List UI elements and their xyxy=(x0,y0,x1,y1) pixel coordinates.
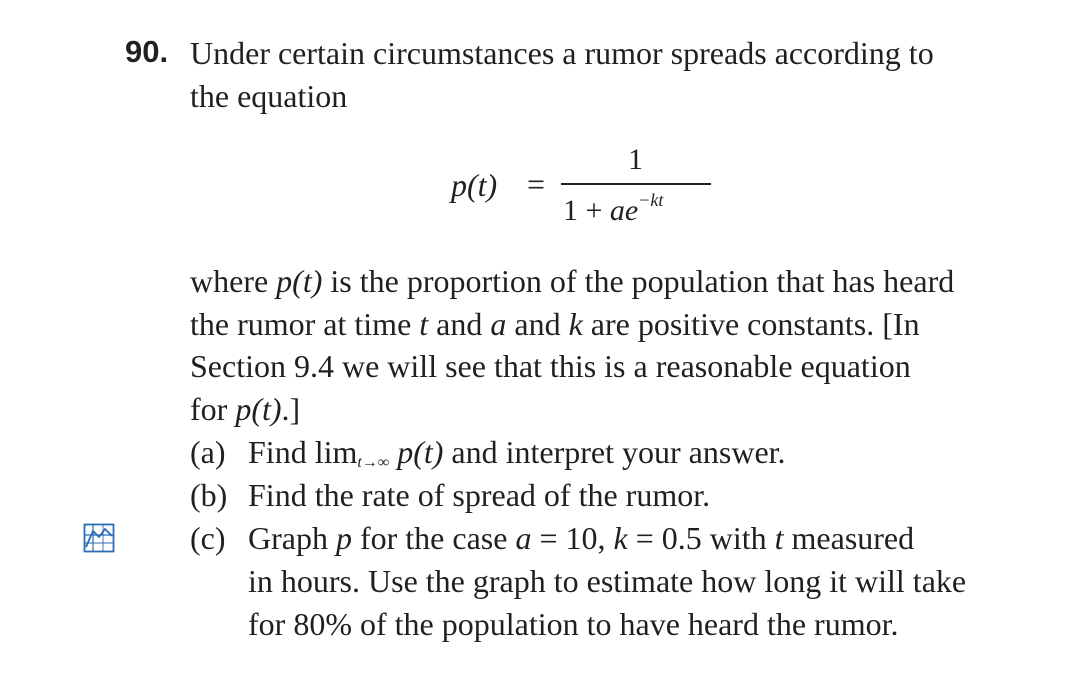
where2-k: k xyxy=(568,306,583,342)
where2-t: t xyxy=(419,306,429,342)
denominator-base: 1 + xyxy=(563,194,610,227)
where-line-4 xyxy=(190,393,300,425)
where4-text: for xyxy=(190,391,236,427)
part-c-text-2: in hours. Use the graph to estimate how long it will take xyxy=(248,563,967,599)
where4-rest: .] xyxy=(281,391,301,427)
fraction-numerator: 1 xyxy=(628,143,643,176)
where-line-2 xyxy=(190,308,920,340)
part-a-rest: and interpret your answer. xyxy=(443,434,786,470)
where2-and1: and xyxy=(428,306,491,342)
where2-rest: are positive constants. [In xyxy=(582,306,920,342)
part-a-lim: Find lim xyxy=(248,434,358,470)
part-c-line-2 xyxy=(248,565,966,597)
part-c-mid2: = 10, xyxy=(531,520,614,556)
equation-lhs xyxy=(451,167,497,204)
part-c-rest: measured xyxy=(783,520,915,556)
part-a-p-arg: (t) xyxy=(413,434,444,470)
part-c xyxy=(190,520,915,556)
part-a-p: p xyxy=(389,434,414,470)
where-line-3 xyxy=(190,350,911,382)
denominator-exponent: −kt xyxy=(638,190,664,210)
intro-text-2: the equation xyxy=(190,78,348,114)
part-c-t: t xyxy=(774,520,784,556)
where-p-arg: (t) xyxy=(292,263,323,299)
part-c-a: a xyxy=(515,520,532,556)
intro-text-1: Under certain circumstances a rumor spreads according to xyxy=(190,35,934,71)
part-c-mid3: = 0.5 with xyxy=(627,520,775,556)
part-b-label: (b) xyxy=(190,477,228,513)
intro-line-1 xyxy=(190,37,934,69)
where4-p: p xyxy=(235,391,252,427)
intro-line-2 xyxy=(190,80,347,112)
where-p: p xyxy=(276,263,293,299)
part-a-body xyxy=(248,434,786,471)
equation-lhs-p: p xyxy=(451,167,467,203)
part-c-line-3 xyxy=(248,608,898,640)
part-c-label: (c) xyxy=(190,520,226,556)
where3-text: Section 9.4 we will see that this is a reasonable equation xyxy=(190,348,911,384)
part-c-p: p xyxy=(335,520,352,556)
part-c-mid1: for the case xyxy=(351,520,516,556)
equation-lhs-arg: (t) xyxy=(467,167,498,203)
part-c-graph: Graph xyxy=(248,520,336,556)
part-b xyxy=(190,477,711,513)
problem-number: 90. xyxy=(125,34,169,69)
where-text-rest: is the proportion of the population that has heard xyxy=(322,263,955,299)
where4-p-arg: (t) xyxy=(251,391,282,427)
part-a-label: (a) xyxy=(190,434,226,470)
where2-a: a xyxy=(490,306,507,342)
part-a-lim-subscript: t→∞ xyxy=(357,454,390,471)
graphing-calculator-icon xyxy=(83,523,115,553)
equation-equals: = xyxy=(527,166,546,202)
fraction-denominator xyxy=(563,190,664,228)
part-c-line-1 xyxy=(248,522,914,554)
part-b-text: Find the rate of spread of the rumor. xyxy=(248,477,711,513)
where-text: where xyxy=(190,263,277,299)
part-c-text-3: for 80% of the population to have heard the rumor. xyxy=(248,606,899,642)
fraction-bar xyxy=(561,183,711,185)
where2-text: the rumor at time xyxy=(190,306,420,342)
part-a xyxy=(190,434,786,471)
part-c-k: k xyxy=(613,520,628,556)
where-line-1 xyxy=(190,265,954,297)
where2-and2: and xyxy=(506,306,569,342)
denominator-ae: ae xyxy=(609,194,639,227)
